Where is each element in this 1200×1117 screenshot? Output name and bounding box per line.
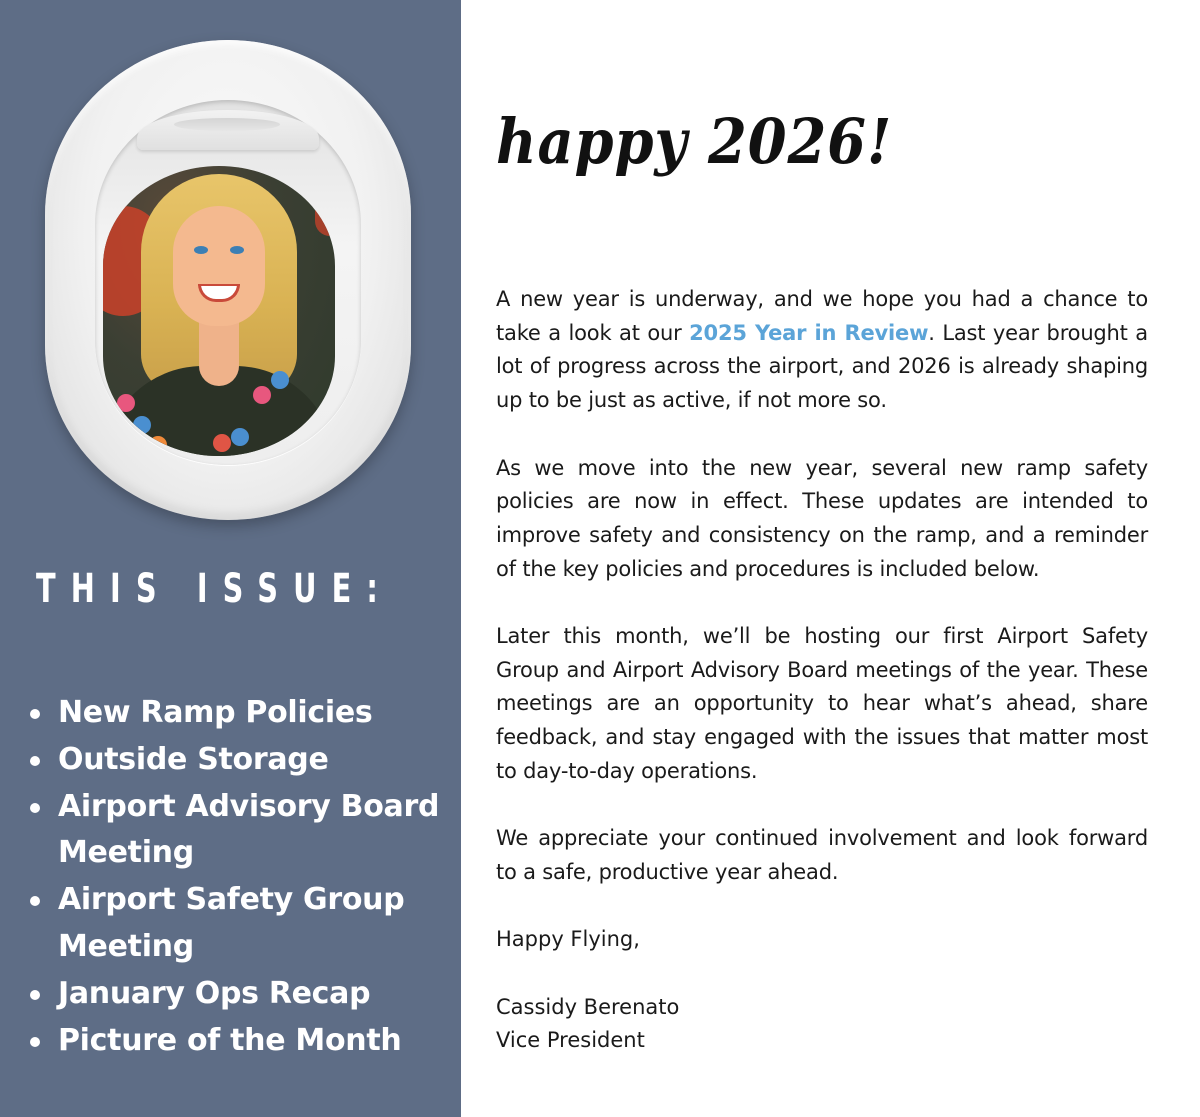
issue-item-advisory-board-meeting[interactable]: Airport Advisory Board Meeting: [28, 784, 458, 878]
closing-line: Happy Flying,: [496, 927, 640, 952]
paragraph-intro-text: A new year is underway, and we hope you had a chance to take a look at our: [496, 287, 1148, 345]
paragraph-meetings: Later this month, we’ll be hosting our first Airport Safety Group and Airport Advisory Board meetings of the year. These meetings are an opportunity to hear what’s ahead, share feedback, and stay engaged with the issues that matter most to day-to-day operations.: [496, 624, 1148, 783]
flower-icon: [133, 416, 151, 434]
airplane-window-frame: [45, 40, 411, 520]
flower-icon: [253, 386, 271, 404]
portrait-background-shape: [315, 196, 335, 236]
page-title: happy 2026!: [496, 105, 893, 178]
issue-item-picture-of-the-month[interactable]: Picture of the Month: [28, 1018, 458, 1065]
paragraph-ramp-policies: As we move into the new year, several new ramp safety policies are now in effect. These updates are intended to improve safety and consistency on the ramp, and a reminder of the key policies and procedures is included below.: [496, 455, 1148, 581]
portrait-eye: [194, 246, 208, 254]
flower-icon: [319, 406, 335, 424]
letter-body: [496, 283, 1148, 1058]
flower-icon: [149, 436, 167, 454]
window-shade-icon: [137, 110, 319, 150]
issue-contents-list: [28, 690, 458, 1064]
issue-item-outside-storage[interactable]: Outside Storage: [28, 737, 458, 784]
paragraph-appreciation: We appreciate your continued involvement and look forward to a safe, productive year ahead.: [496, 826, 1148, 884]
signature-title: Vice President: [496, 1028, 645, 1053]
window-shade-handle: [174, 118, 280, 131]
paragraph-intro-text-cont: . Last year brought a lot of progress across the airport, and 2026 is already shaping up to be just as active, if not more so.: [496, 320, 1148, 413]
flower-icon: [117, 394, 135, 412]
sidebar-panel: [0, 0, 461, 1117]
year-in-review-link[interactable]: 2025 Year in Review: [689, 320, 929, 345]
paragraph-intro: [496, 283, 1148, 418]
flower-icon: [213, 434, 231, 452]
flower-icon: [271, 371, 289, 389]
portrait-eye: [230, 246, 244, 254]
issue-item-new-ramp-policies[interactable]: New Ramp Policies: [28, 690, 458, 737]
portrait-face: [173, 206, 265, 326]
issue-item-safety-group-meeting[interactable]: Airport Safety Group Meeting: [28, 877, 458, 971]
this-issue-heading: THIS ISSUE:: [36, 566, 394, 612]
portrait-illustration: [103, 166, 335, 456]
portrait-neck: [199, 316, 239, 386]
flower-icon: [231, 428, 249, 446]
issue-item-january-ops-recap[interactable]: January Ops Recap: [28, 971, 458, 1018]
signature-name: Cassidy Berenato: [496, 994, 680, 1019]
